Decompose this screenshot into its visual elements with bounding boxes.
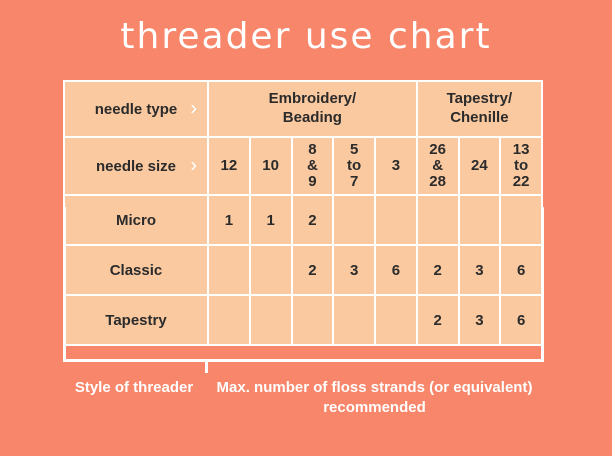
table-row-needle-type: [64, 81, 542, 137]
needle-size-cell: 10: [250, 137, 292, 195]
data-cell: [250, 295, 292, 345]
data-cell: [500, 195, 542, 245]
data-cell: [333, 195, 375, 245]
group-header-embroidery-beading: Embroidery/ Beading: [208, 81, 417, 137]
data-cell: 3: [459, 245, 501, 295]
data-cell: [250, 245, 292, 295]
row-header-needle-size-label: needle size: [95, 157, 177, 175]
chart-table: [63, 80, 543, 346]
row-header-needle-type-label: needle type: [94, 100, 178, 118]
data-cell: [208, 295, 250, 345]
table-row-needle-size: [64, 137, 542, 195]
needle-size-cell: 3: [375, 137, 417, 195]
data-cell: [375, 195, 417, 245]
row-header-needle-size: [64, 137, 208, 195]
group-header-tapestry-chenille: Tapestry/ Chenille: [417, 81, 542, 137]
row-label-tapestry: Tapestry: [64, 295, 208, 345]
bracket-bottom: [63, 359, 544, 362]
needle-size-cell: 26 & 28: [417, 137, 459, 195]
chevron-right-icon: ›: [190, 154, 197, 177]
needle-size-cell: 5 to 7: [333, 137, 375, 195]
data-cell: [417, 195, 459, 245]
data-cell: 1: [250, 195, 292, 245]
needle-size-cell: 8 & 9: [292, 137, 334, 195]
data-cell: 2: [292, 245, 334, 295]
caption-style-of-threader: Style of threader: [74, 379, 194, 396]
row-label-micro: Micro: [64, 195, 208, 245]
data-cell: [459, 195, 501, 245]
row-header-needle-type: [64, 81, 208, 137]
table-row: [64, 195, 542, 245]
needle-size-cell: 12: [208, 137, 250, 195]
data-cell: 2: [417, 295, 459, 345]
needle-size-cell: 24: [459, 137, 501, 195]
caption-max-strands: Max. number of floss strands (or equivalent) recommended: [216, 379, 533, 416]
table-row: [64, 295, 542, 345]
data-cell: 1: [208, 195, 250, 245]
data-cell: [375, 295, 417, 345]
data-cell: [292, 295, 334, 345]
data-cell: 6: [500, 295, 542, 345]
caption-row: [63, 378, 544, 417]
needle-size-cell: 13 to 22: [500, 137, 542, 195]
data-cell: 2: [417, 245, 459, 295]
table-row: [64, 245, 542, 295]
data-cell: 6: [500, 245, 542, 295]
data-cell: 3: [459, 295, 501, 345]
page-title: threader use chart: [120, 16, 492, 57]
bracket-left: [63, 207, 66, 362]
row-label-classic: Classic: [64, 245, 208, 295]
chevron-right-icon: ›: [190, 97, 197, 120]
threader-use-table: [63, 80, 543, 360]
data-cell: 3: [333, 245, 375, 295]
data-cell: 6: [375, 245, 417, 295]
bracket-right: [541, 207, 544, 362]
data-cell: [333, 295, 375, 345]
bracket-divider: [205, 359, 208, 373]
data-cell: 2: [292, 195, 334, 245]
data-cell: [208, 245, 250, 295]
